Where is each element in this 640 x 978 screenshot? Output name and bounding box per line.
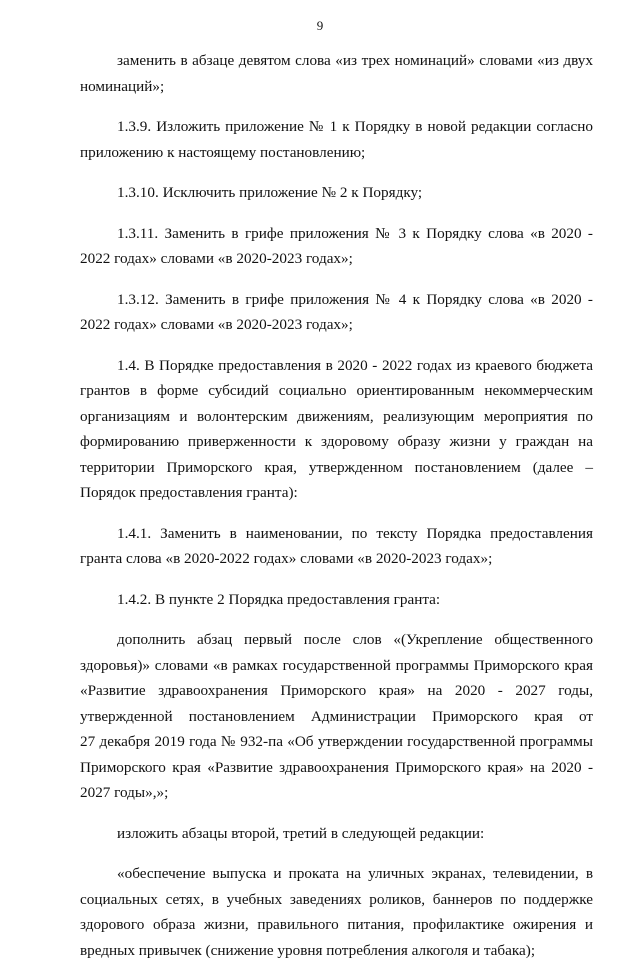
- text-line: здорового образа жизни, правильного питания, профилактике ожирения и: [80, 916, 593, 933]
- text-line: изложить абзацы второй, третий в следующей редакции:: [117, 824, 485, 842]
- text-line: 27 декабря 2019 года № 932-па «Об утверждении государственной программы: [80, 733, 593, 750]
- text-line: утвержденной постановлением Администрации Приморского края от: [80, 707, 593, 725]
- paragraph: [80, 48, 593, 99]
- text-line: номинаций»;: [80, 77, 165, 95]
- text-line: Приморского края «Развитие здравоохранения Приморского края» на 2020 -: [80, 758, 593, 776]
- text-line: 1.4.2. В пункте 2 Порядка предоставления гранта:: [117, 590, 441, 608]
- paragraph: [80, 221, 593, 272]
- text-line: «обеспечение выпуска и проката на уличных экранах, телевидении, в: [117, 865, 593, 882]
- text-line: 1.4.1. Заменить в наименовании, по тексту Порядка предоставления: [117, 524, 593, 542]
- paragraph: [80, 180, 593, 206]
- text-line: 1.4. В Порядке предоставления в 2020 - 2022 годах из краевого бюджета: [117, 356, 593, 374]
- text-line: формированию приверженности к здоровому образу жизни у граждан на: [80, 433, 593, 450]
- paragraph: [80, 353, 593, 506]
- text-line: 2027 годы»,»;: [80, 784, 169, 801]
- text-line: 2022 годах» словами «в 2020-2023 годах»;: [80, 250, 353, 267]
- text-line: территории Приморского края, утвержденном постановлением (далее –: [80, 458, 593, 476]
- text-line: вредных привычек (снижение уровня потребления алкоголя и табака);: [80, 941, 536, 959]
- text-line: 2022 годах» словами «в 2020-2023 годах»;: [80, 316, 353, 333]
- text-line: дополнить абзац первый после слов «(Укрепление общественного: [117, 631, 593, 648]
- text-line: приложению к настоящему постановлению;: [80, 143, 366, 161]
- text-line: 1.3.9. Изложить приложение № 1 к Порядку в новой редакции согласно: [117, 118, 593, 135]
- paragraph: [80, 587, 593, 613]
- paragraph: [80, 861, 593, 963]
- paragraph: [80, 521, 593, 572]
- text-line: «Развитие здравоохранения Приморского края» на 2020 - 2027 годы,: [80, 682, 593, 699]
- paragraph: [80, 287, 593, 338]
- text-line: социальных сетях, в учебных заведениях роликов, баннеров по поддержке: [80, 890, 593, 908]
- text-line: грантов в форме субсидий социально ориентированным некоммерческим: [80, 382, 593, 399]
- text-line: Порядок предоставления гранта):: [80, 484, 298, 501]
- paragraph: [80, 821, 593, 847]
- text-line: 1.3.10. Исключить приложение № 2 к Порядку;: [117, 184, 423, 201]
- text-line: заменить в абзаце девятом слова «из трех номинаций» словами «из двух: [117, 52, 593, 69]
- text-line: 1.3.11. Заменить в грифе приложения № 3 к Порядку слова «в 2020 -: [117, 224, 593, 242]
- paragraph: [80, 627, 593, 806]
- text-line: организациям и волонтерским движениям, реализующим мероприятия по: [80, 407, 593, 425]
- text-line: гранта слова «в 2020-2022 годах» словами «в 2020-2023 годах»;: [80, 550, 493, 567]
- page-number: 9: [316, 18, 324, 33]
- document-body: [80, 48, 593, 978]
- text-line: здоровья)» словами «в рамках государственной программы Приморского края: [80, 656, 593, 674]
- text-line: 1.3.12. Заменить в грифе приложения № 4 к Порядку слова «в 2020 -: [117, 290, 593, 308]
- paragraph: [80, 114, 593, 165]
